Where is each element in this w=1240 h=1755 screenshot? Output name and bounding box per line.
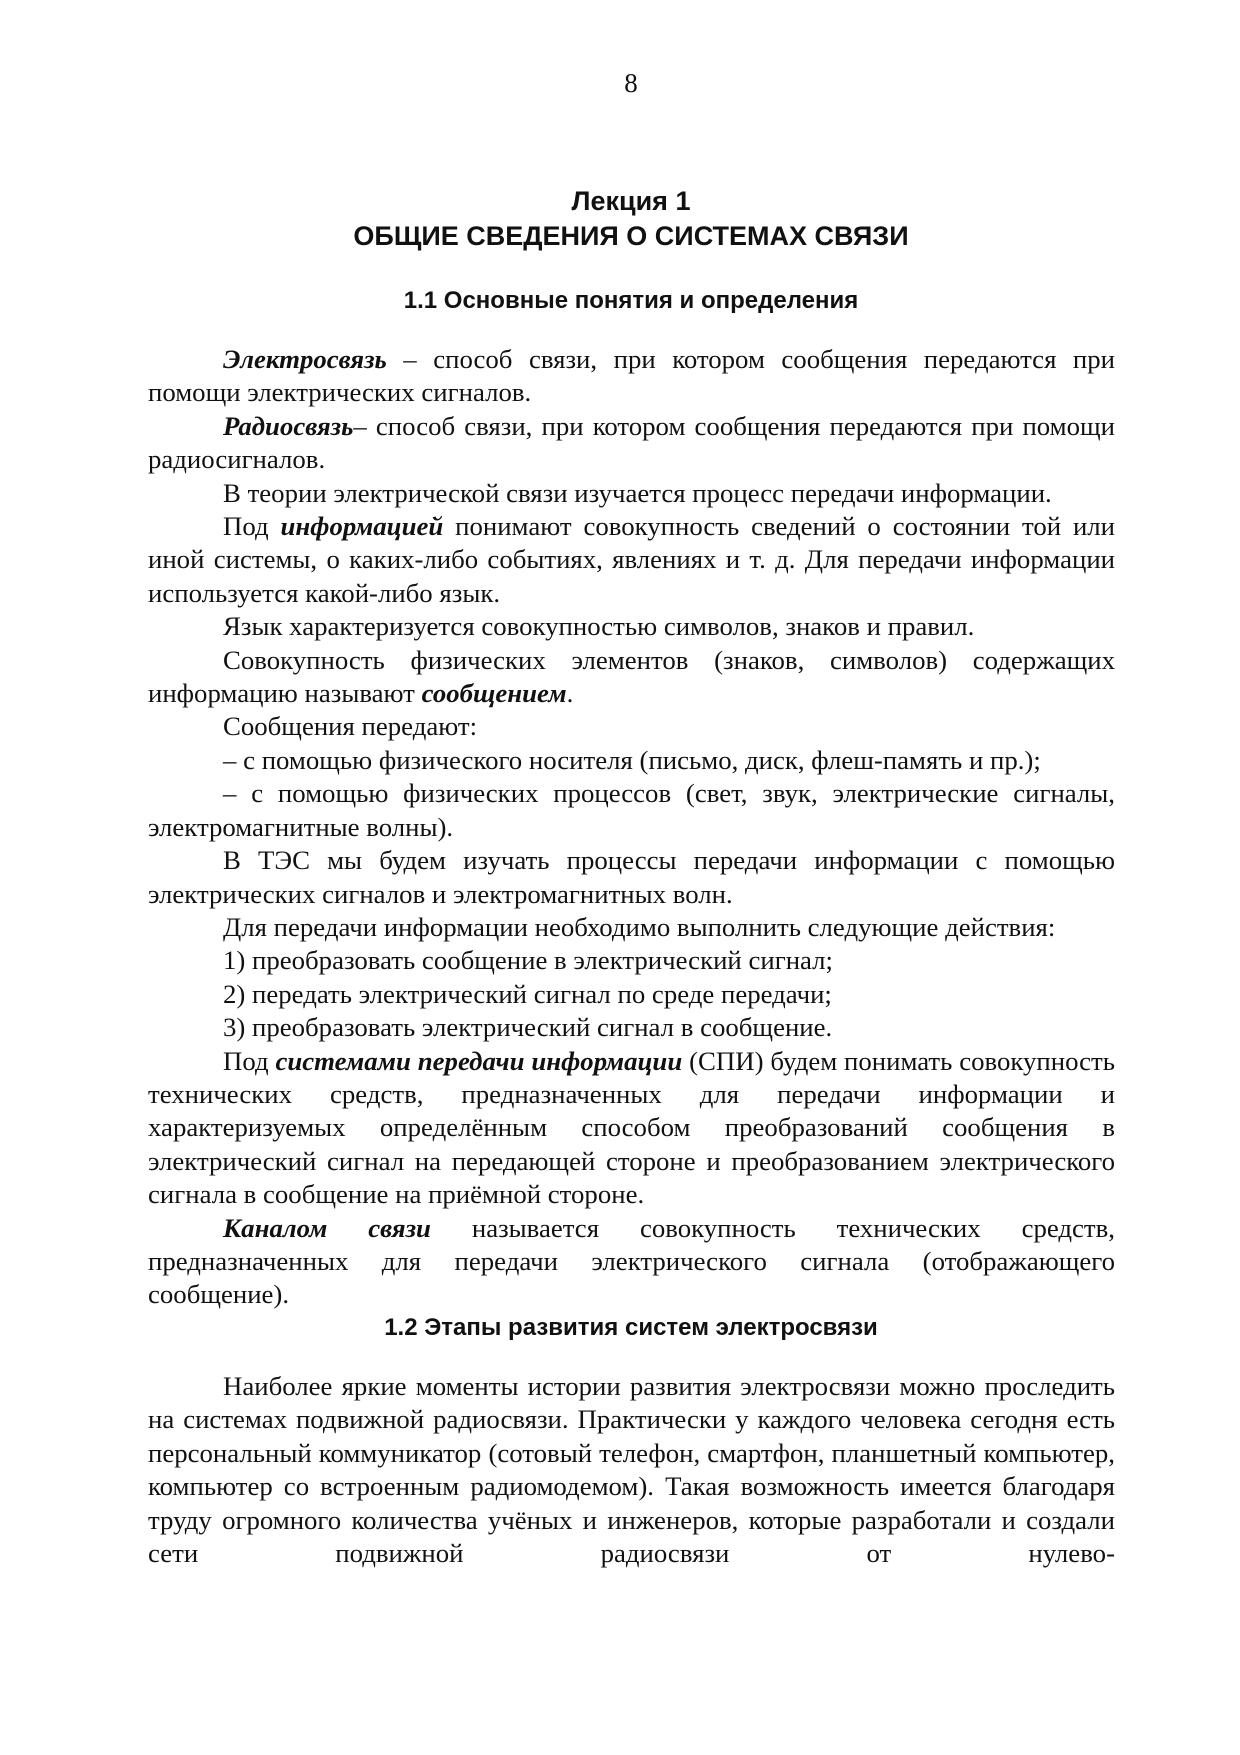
term-radiosvyaz: Радиосвязь xyxy=(223,410,354,441)
section-heading-1-2: 1.2 Этапы развития систем электросвязи xyxy=(384,1314,878,1341)
paragraph: В ТЭС мы будем изучать процессы передачи информации с помощью электрических сигналов и электромагнитных волн. xyxy=(148,845,1115,909)
term-spi: системами передачи информации xyxy=(275,1045,683,1076)
section-1-1-body xyxy=(148,343,1115,1312)
lecture-heading: ОБЩИЕ СВЕДЕНИЯ О СИСТЕМАХ СВЯЗИ xyxy=(353,221,909,251)
paragraph: Для передачи информации необходимо выполнить следующие действия: xyxy=(223,911,1056,942)
paragraph-text: называется совокупность технических средств, предназначенных для передачи электрического сигнала (отображающего сообщение). xyxy=(148,1212,1115,1310)
list-item: 2) передать электрический сигнал по среде передачи; xyxy=(223,978,832,1009)
lecture-label: Лекция 1 xyxy=(571,186,691,216)
paragraph-text: . xyxy=(566,678,574,709)
paragraph xyxy=(148,510,1115,610)
paragraph-text: – способ связи, при котором сообщения передаются при помощи электрических сигналов. xyxy=(148,344,1115,408)
term-channel: Каналом связи xyxy=(223,1212,431,1243)
paragraph-text: – способ связи, при котором сообщения передаются при помощи радиосигналов. xyxy=(148,410,1115,475)
paragraph xyxy=(148,343,1115,410)
paragraph-text: Совокупность физических элементов (знаков, символов) содержащих информацию называют xyxy=(148,644,1115,709)
term-electrosvyaz: Электросвязь xyxy=(223,344,387,374)
paragraph-text: понимают совокупность сведений о состоянии той или иной системы, о каких-либо событиях, явлениях и т. д. Для передачи информации используется какой-либо язык. xyxy=(148,511,1116,608)
lecture-title xyxy=(0,184,1240,254)
page-number: 8 xyxy=(624,68,638,98)
paragraph xyxy=(148,644,1115,711)
term-message: сообщением xyxy=(421,678,567,709)
paragraph: Язык характеризуется совокупностью символов, знаков и правил. xyxy=(223,611,975,642)
paragraph xyxy=(148,1045,1115,1212)
section-1-2-body xyxy=(148,1370,1115,1570)
list-item: – с помощью физических процессов (свет, звук, электрические сигналы, электромагнитные волны). xyxy=(148,778,1115,842)
paragraph xyxy=(148,410,1115,477)
list-item: – с помощью физического носителя (письмо, диск, флеш-память и пр.); xyxy=(223,744,1041,775)
paragraph xyxy=(148,1212,1115,1312)
term-information: информацией xyxy=(280,511,444,542)
paragraph: В теории электрической связи изучается процесс передачи информации. xyxy=(223,477,1052,508)
paragraph: Наиболее яркие моменты истории развития электросвязи можно проследить на системах подвижной радиосвязи. Практически у каждого человека сегодня есть персональный коммуникатор (сотовый телефон, смартфон, планшетный компьютер, компьютер со встроенным радиомодемом). Такая возможность имеется благодаря труду огромного количества учёных и инженеров, которые разработали и создали сети подвижной радиосвязи от нулево- xyxy=(148,1371,1115,1569)
section-heading-1-1: 1.1 Основные понятия и определения xyxy=(403,287,859,314)
paragraph-text: (СПИ) будем понимать совокупность технических средств, предназначенных для передачи информации и характеризуемых определённым способом преобразований сообщения в электрический сигнал на передающей стороне и преобразованием электрического сигнала в сообщение на приёмной стороне. xyxy=(148,1045,1115,1210)
paragraph-text: Под xyxy=(223,1045,276,1076)
list-item: 1) преобразовать сообщение в электрический сигнал; xyxy=(223,945,833,976)
list-item: 3) преобразовать электрический сигнал в сообщение. xyxy=(223,1012,833,1043)
paragraph-text: Под xyxy=(223,511,281,542)
paragraph: Сообщения передают: xyxy=(223,711,478,742)
